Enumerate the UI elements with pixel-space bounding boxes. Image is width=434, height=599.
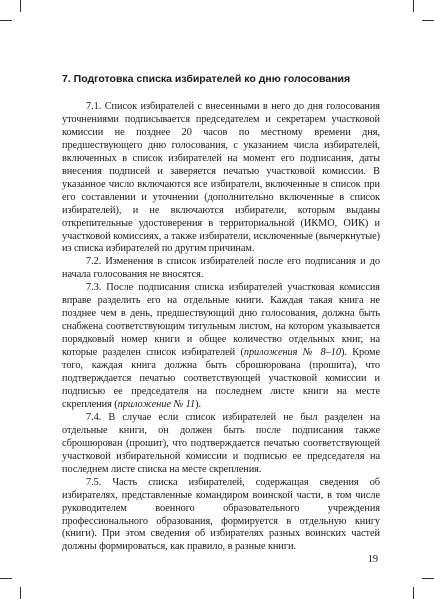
crop-mark-bottom-right-h <box>422 578 434 579</box>
crop-mark-top-right-h <box>422 20 434 21</box>
crop-mark-top-right-v <box>413 0 414 12</box>
appendix-reference: приложения № 8–10 <box>243 347 341 359</box>
appendix-reference: приложение № 11 <box>117 398 196 410</box>
paragraph-7-5: 7.5. Часть списка избирателей, содержащая сведения об избирателях, представленные командиром воинской части, в том числе руководителем военного образовательного учреждения профессионального образования, формируется в отдельную книгу (книги). При этом сведения об избирателях разных воинских частей должны формироваться, как правило, в разные книги. <box>62 476 380 553</box>
crop-mark-top-left-v <box>20 0 21 12</box>
crop-mark-bottom-left-v <box>20 587 21 599</box>
crop-mark-bottom-right-v <box>413 587 414 599</box>
page-number: 19 <box>367 554 378 565</box>
paragraph-7-1: 7.1. Список избирателей с внесенными в него до дня голосования уточнениями подписывается председателем и секретарем участковой комиссии не позднее 20 часов по местному времени дня, предшествующего дню голосования, с указанием числа избирателей, включенных в список избирателей на момент его подписания, даты внесения подписей и заверяется печатью участковой комиссии. В указанное число включаются все избиратели, включенные в список при его составлении и уточнении (дополнительно включенные в список избирателей), и не включаются избиратели, которым выданы открепительные удостоверения в территориальной (ИКМО, ОИК) и участковой комиссиях, а также избиратели, исключенные (вычеркнутые) из списка избирателей по другим причинам. <box>62 101 380 255</box>
paragraph-7-2: 7.2. Изменения в список избирателей после его подписания и до начала голосования не вносятся. <box>62 256 380 281</box>
crop-mark-bottom-left-h <box>0 578 12 579</box>
crop-mark-top-left-h <box>0 20 12 21</box>
paragraph-7-3: 7.3. После подписания списка избирателей участковая комиссия вправе разделить его на отдельные книги. Каждая такая книга не позднее чем в день, предшествующий дню голосования, должна быть снабжена соответствующим титульным листом, на котором указывается порядковый номер книги и общее количество отдельных книг, на которые разделен список избирателей (приложения № 8–10). Кроме того, каждая книга должна быть сброшюрована (прошита), что подтверждается печатью соответствующей участковой комиссии и подписью ее председателя на последнем листе книги на месте скрепления (приложение № 11). <box>62 282 380 410</box>
paragraphs <box>62 101 380 554</box>
paragraph-7-4: 7.4. В случае если список избирателей не был разделен на отдельные книги, он должен быть после подписания также сброшюрован (прошит), что подтверждается печатью соответствующей участковой избирательной комиссии и подписью ее председателя на последнем листе списка на месте скрепления. <box>62 411 380 475</box>
section-title: 7. Подготовка списка избирателей ко дню голосования <box>62 73 351 85</box>
page-body <box>62 72 380 554</box>
